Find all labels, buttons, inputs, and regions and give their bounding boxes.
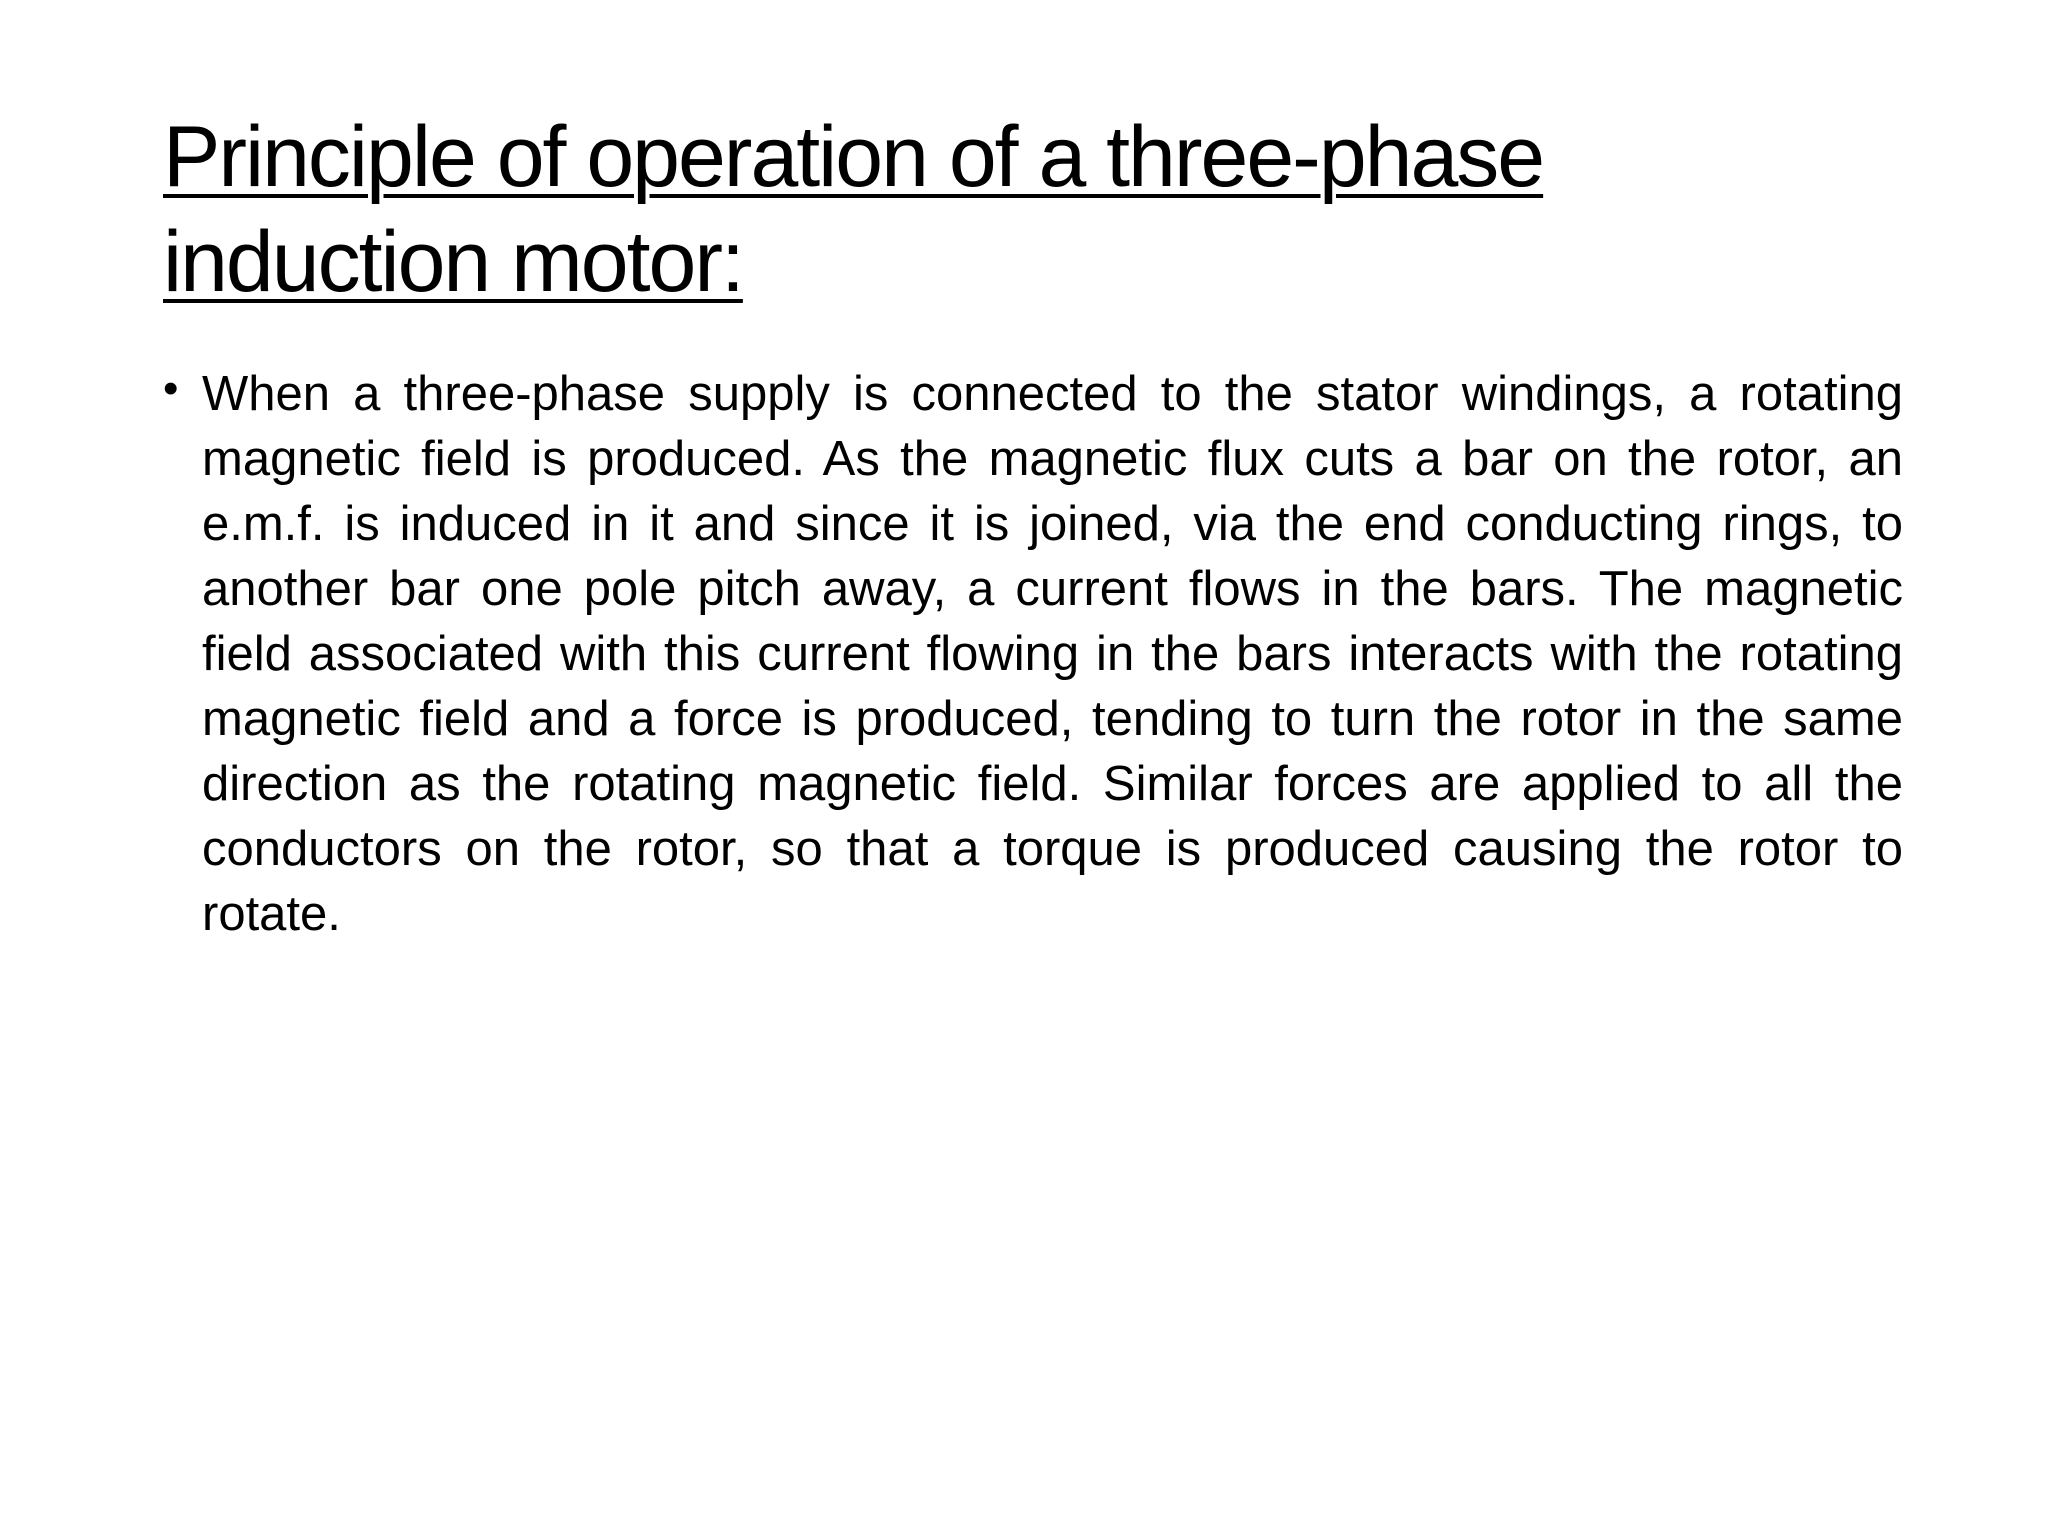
slide-title: Principle of operation of a three-phase induction motor: [163,109,1544,310]
bullet-text: When a three-phase supply is connected to the stator windings, a rotating magnetic field is produced. As the magnetic flux cuts a bar on the rotor, an e.m.f. is induced in it and since it is joined, via the end conducting rings, to another bar one pole pitch away, a current flows in the bars. The magnetic field associated with this current flowing in the bars interacts with the rotating magnetic field and a force is produced, tending to turn the rotor in the same direction as the rotating magnetic field. Similar forces are applied to all the conductors on the rotor, so that a torque is produced causing the rotor to rotate. [202,367,1903,941]
slide-body [163,362,1903,947]
bullet-item [163,362,1903,947]
bullet-dot-icon: • [163,364,179,413]
